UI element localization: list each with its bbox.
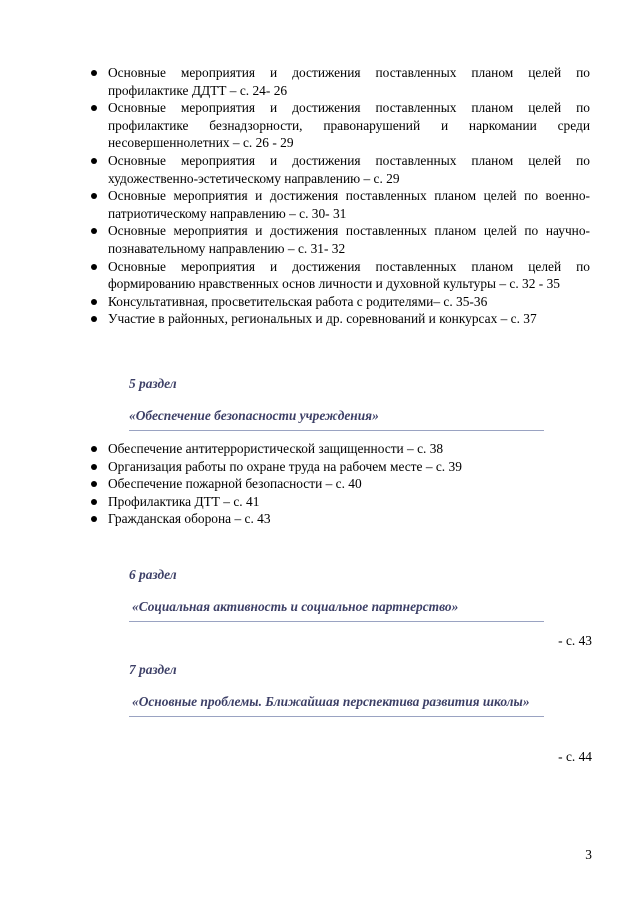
section-6-heading xyxy=(129,566,544,622)
section-number: 6 раздел xyxy=(129,567,177,582)
list-item xyxy=(90,310,590,328)
list-item xyxy=(90,475,590,493)
section-title: «Обеспечение безопасности учреждения» xyxy=(129,407,544,431)
list-item xyxy=(90,222,590,257)
list-item-text: Основные мероприятия и достижения поставленных планом целей по военно-патриотическому направлению – с. 30- 31 xyxy=(108,188,590,221)
list-item-text: Обеспечение пожарной безопасности – с. 40 xyxy=(108,476,362,492)
section-7-page-ref: - с. 44 xyxy=(558,749,592,764)
list-item xyxy=(90,64,590,99)
list-item xyxy=(90,440,590,458)
list-item-text: Гражданская оборона – с. 43 xyxy=(108,511,271,527)
section-title: «Социальная активность и социальное партнерство» xyxy=(129,598,544,622)
list-item-text: Организация работы по охране труда на рабочем месте – с. 39 xyxy=(108,458,462,474)
list-item xyxy=(90,458,590,476)
list-item xyxy=(90,510,590,528)
list-item xyxy=(90,99,590,152)
section-number: 7 раздел xyxy=(129,662,177,677)
list-item-text: Основные мероприятия и достижения поставленных планом целей по профилактике безнадзорности, правонарушений и наркомании среди несовершеннолетних – с. 26 - 29 xyxy=(108,100,590,151)
list-item-text: Консультативная, просветительская работа с родителями– с. 35-36 xyxy=(108,293,488,309)
list-item-text: Основные мероприятия и достижения поставленных планом целей по художественно-эстетическому направлению – с. 29 xyxy=(108,152,590,186)
section-number: 5 раздел xyxy=(129,376,177,391)
section-title: «Основные проблемы. Ближайшая перспектива развития школы» xyxy=(129,693,544,717)
list-item-text: Основные мероприятия и достижения поставленных планом целей по профилактике ДДТТ – с. 24- 26 xyxy=(108,65,590,98)
list-item xyxy=(90,493,590,511)
list-item xyxy=(90,293,590,311)
list-item-text: Основные мероприятия и достижения поставленных планом целей по научно-познавательному направлению – с. 31- 32 xyxy=(108,223,590,256)
list-item xyxy=(90,258,590,293)
section-5-heading xyxy=(129,375,544,431)
page-number: 3 xyxy=(585,847,592,862)
section-7-heading xyxy=(129,661,544,717)
list-item-text: Обеспечение антитеррористической защищенности – с. 38 xyxy=(108,441,444,456)
list-item-text: Основные мероприятия и достижения поставленных планом целей по формированию нравственных основ личности и духовной культуры – с. 32 - 35 xyxy=(108,258,590,292)
bullet-list-safety xyxy=(90,440,590,528)
list-item-text: Участие в районных, региональных и др. соревнований и конкурсах – с. 37 xyxy=(108,311,537,327)
list-item-text: Профилактика ДТТ – с. 41 xyxy=(108,493,260,509)
section-6-page-ref: - с. 43 xyxy=(558,633,592,648)
list-item xyxy=(90,152,590,187)
list-item xyxy=(90,187,590,222)
bullet-list-activities xyxy=(90,64,590,328)
